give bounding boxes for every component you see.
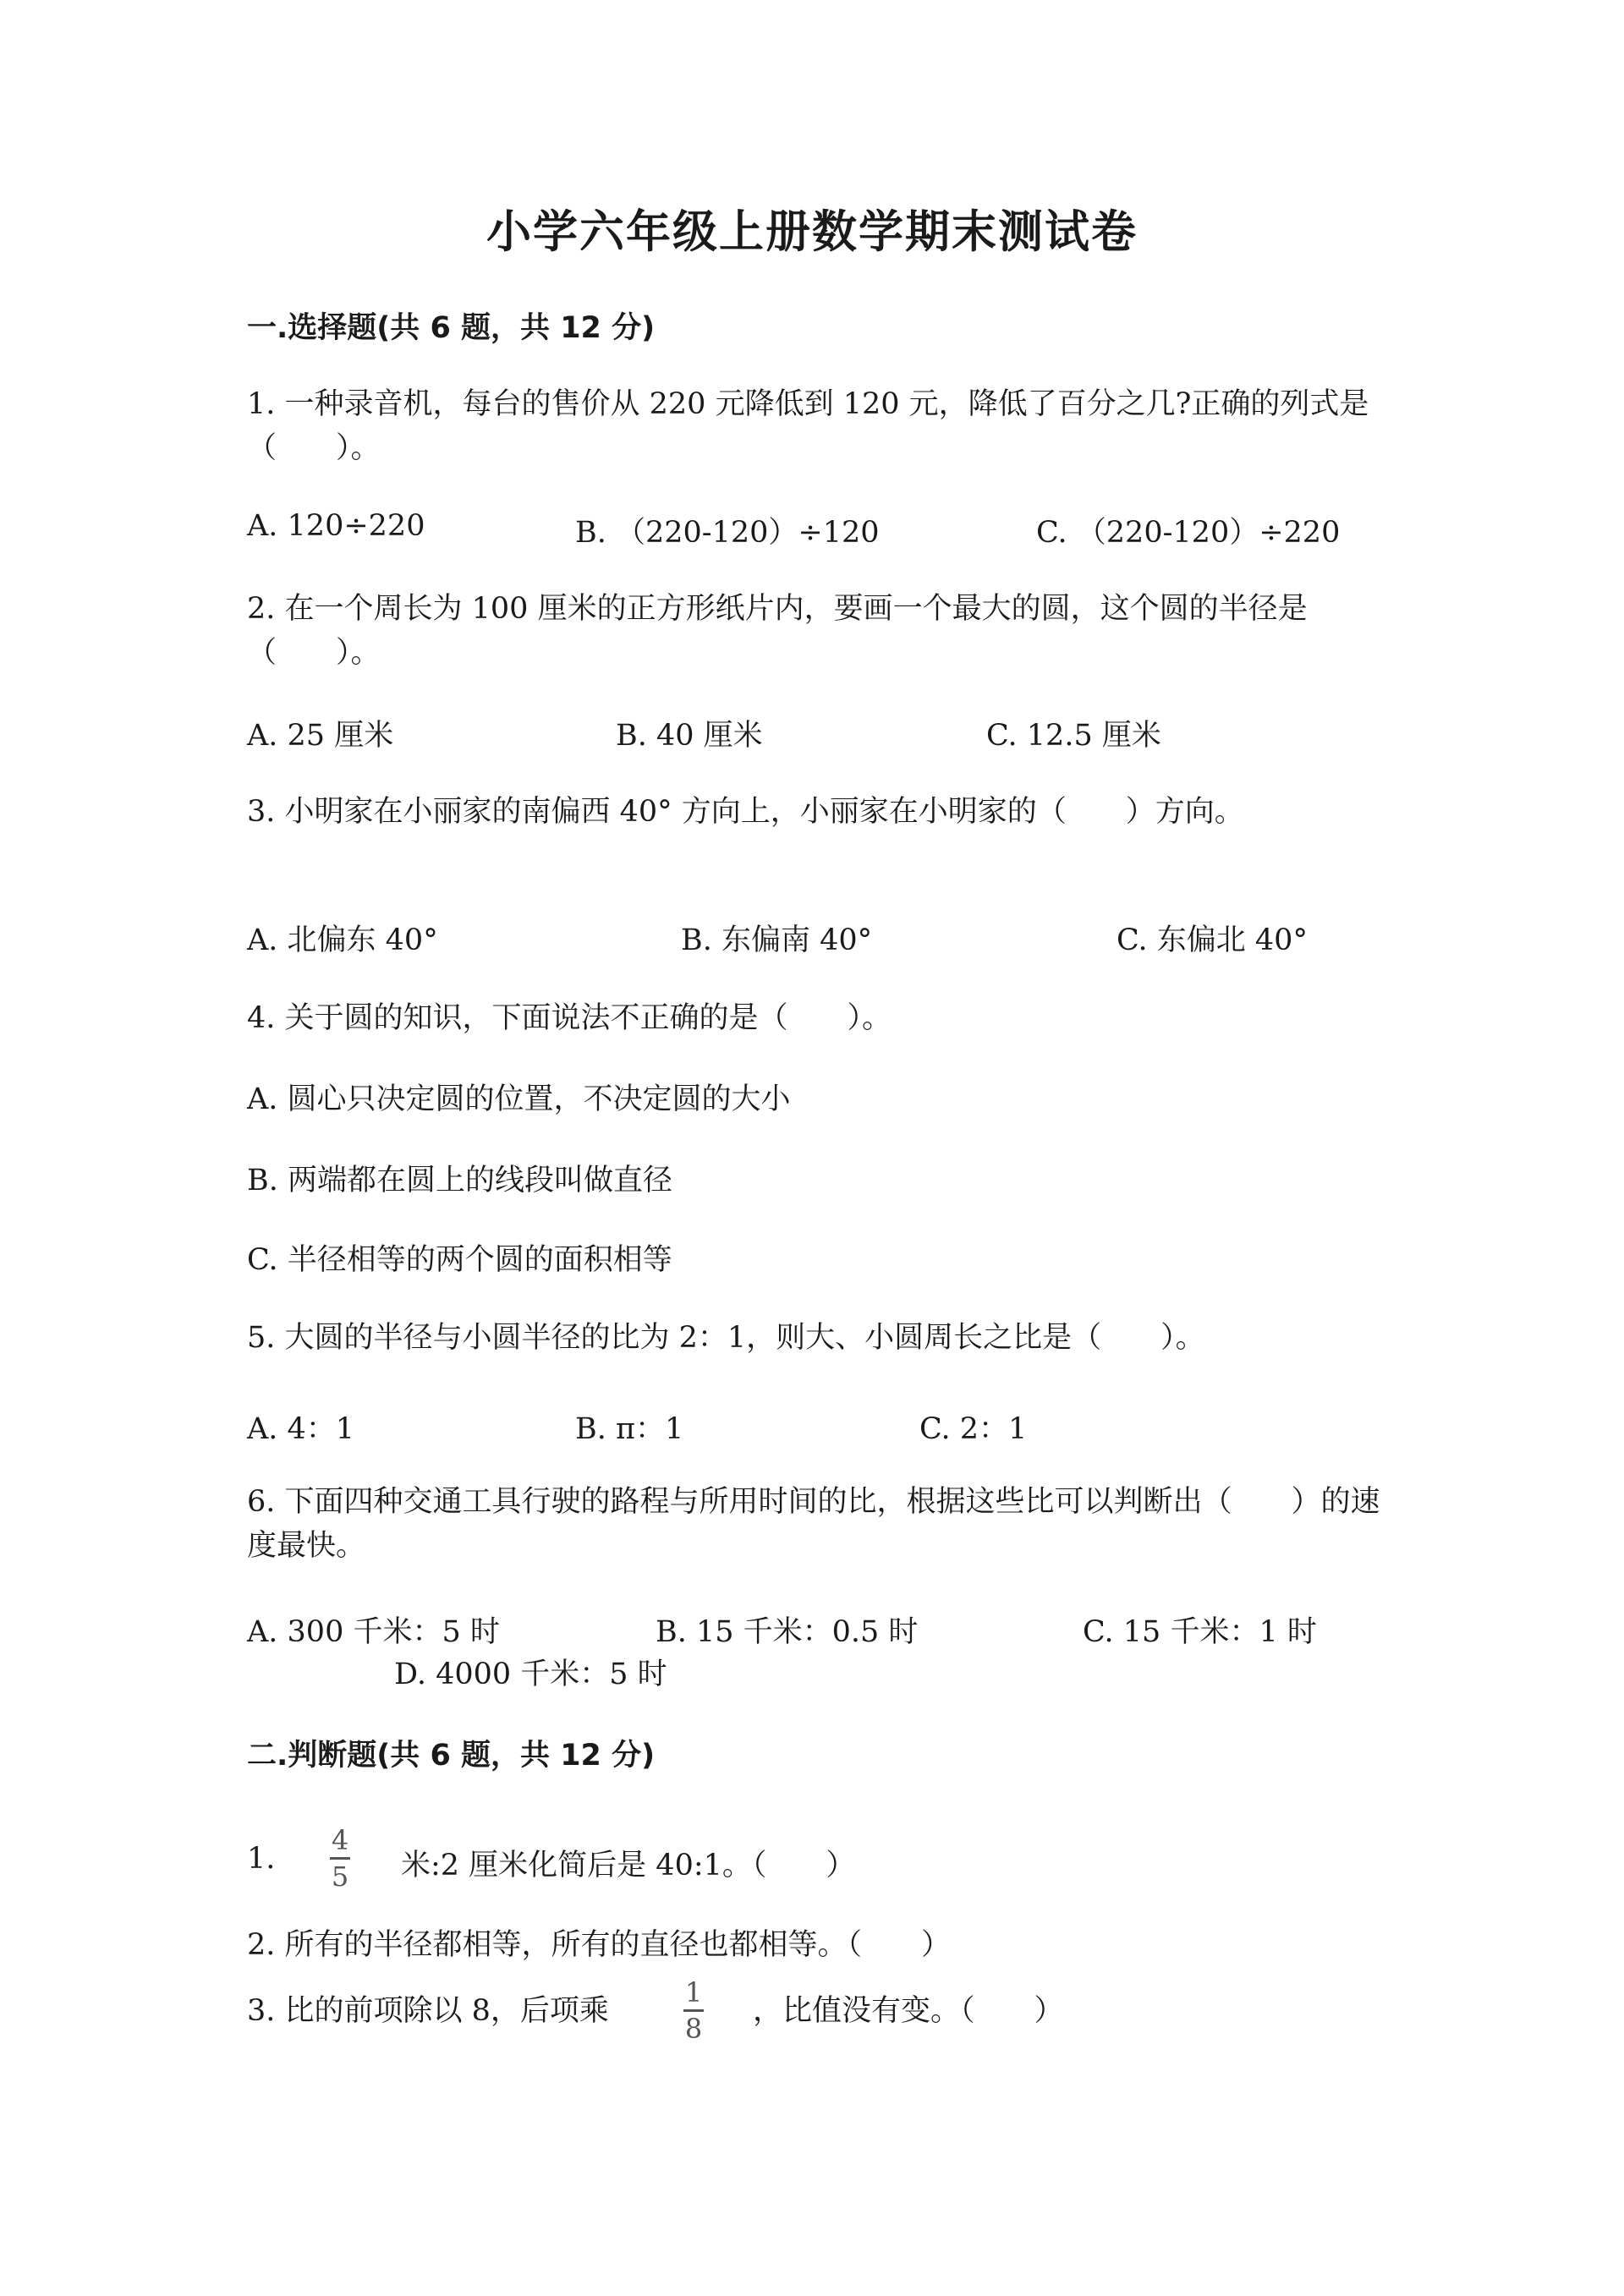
q2-option-a: A. 25 厘米 xyxy=(247,719,394,753)
q5-option-a: A. 4：1 xyxy=(247,1412,355,1446)
fraction-denominator: 5 xyxy=(331,1860,349,1893)
fraction-one-eighth xyxy=(683,1977,704,2044)
fraction-numerator: 1 xyxy=(684,1976,703,2008)
fraction-bar xyxy=(330,1857,350,1860)
q5-option-c: C. 2：1 xyxy=(919,1412,1028,1446)
fraction-bar xyxy=(683,2009,704,2012)
question-1-stem: 1. 一种录音机，每台的售价从 220 元降低到 120 元，降低了百分之几?正确的列式是（ ）。 xyxy=(247,387,1369,465)
judgment-1-number: 1. xyxy=(247,1842,276,1876)
fraction-numerator: 4 xyxy=(331,1824,349,1856)
q4-option-b: B. 两端都在圆上的线段叫做直径 xyxy=(247,1164,672,1197)
q2-option-c: C. 12.5 厘米 xyxy=(986,719,1161,753)
section-heading-choice: 一.选择题(共 6 题，共 12 分) xyxy=(247,311,656,345)
q1-option-a: A. 120÷220 xyxy=(247,509,425,543)
q6-option-b: B. 15 千米：0.5 时 xyxy=(656,1615,919,1649)
question-4-stem: 4. 关于圆的知识，下面说法不正确的是（ ）。 xyxy=(247,1001,892,1035)
q5-option-b: B. π：1 xyxy=(575,1412,684,1446)
q3-option-c: C. 东偏北 40° xyxy=(1116,923,1308,957)
question-2-stem: 2. 在一个周长为 100 厘米的正方形纸片内，要画一个最大的圆，这个圆的半径是（ ）。 xyxy=(247,592,1308,670)
question-6-stem: 6. 下面四种交通工具行驶的路程与所用时间的比，根据这些比可以判断出（ ）的速度最快。 xyxy=(247,1485,1380,1563)
page-title: 小学六年级上册数学期末测试卷 xyxy=(486,206,1138,258)
q1-option-b: B. （220-120）÷120 xyxy=(575,516,880,550)
q3-option-b: B. 东偏南 40° xyxy=(681,923,873,957)
q4-option-c: C. 半径相等的两个圆的面积相等 xyxy=(247,1243,672,1277)
judgment-3-prefix: 3. 比的前项除以 8，后项乘 xyxy=(247,1994,609,2028)
question-5-stem: 5. 大圆的半径与小圆半径的比为 2：1，则大、小圆周长之比是（ ）。 xyxy=(247,1321,1205,1355)
judgment-1-text: 米:2 厘米化简后是 40:1。（ ） xyxy=(401,1849,856,1882)
q4-option-a: A. 圆心只决定圆的位置，不决定圆的大小 xyxy=(247,1082,791,1116)
q1-option-c: C. （220-120）÷220 xyxy=(1036,516,1341,550)
section-heading-judgment: 二.判断题(共 6 题，共 12 分) xyxy=(247,1739,656,1773)
q2-option-b: B. 40 厘米 xyxy=(616,719,763,753)
q6-option-c: C. 15 千米：1 时 xyxy=(1083,1615,1317,1649)
fraction-denominator: 8 xyxy=(684,2013,703,2045)
fraction-four-fifths xyxy=(330,1825,350,1892)
judgment-3-suffix: ，比值没有变。（ ） xyxy=(753,1994,1064,2028)
q3-option-a: A. 北偏东 40° xyxy=(247,923,438,957)
judgment-2-text: 2. 所有的半径都相等，所有的直径也都相等。（ ） xyxy=(247,1928,952,1962)
q6-option-d: D. 4000 千米：5 时 xyxy=(394,1658,667,1691)
q6-option-a: A. 300 千米：5 时 xyxy=(247,1615,500,1649)
question-3-stem: 3. 小明家在小丽家的南偏西 40° 方向上，小丽家在小明家的（ ）方向。 xyxy=(247,795,1244,829)
